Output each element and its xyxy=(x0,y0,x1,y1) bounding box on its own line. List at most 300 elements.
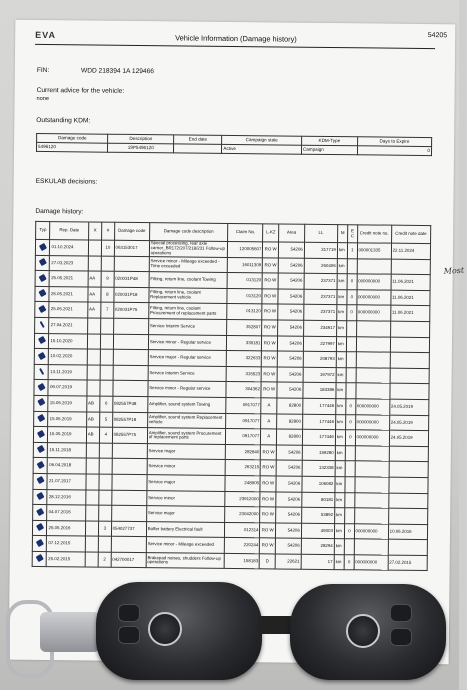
history-cell-ll: 106082 xyxy=(302,476,335,492)
history-cell-ll: 208793 xyxy=(303,351,336,367)
history-cell-cd xyxy=(390,321,430,337)
history-cell-cd: 24.05.2019 xyxy=(389,399,429,415)
history-cell-x xyxy=(88,256,102,272)
history-cell-area: 82800 xyxy=(277,398,303,414)
kdm-table xyxy=(36,133,432,156)
history-cell-ec xyxy=(347,258,356,274)
history-cell-claim: 16011309 xyxy=(228,257,263,273)
history-column-header: X xyxy=(88,222,102,240)
history-cell-lkz: A xyxy=(261,413,277,429)
history-cell-claim: 322633 xyxy=(227,351,262,367)
history-cell-date: 25.05.2016 xyxy=(47,520,85,536)
history-cell-date: 25.05.2021 xyxy=(49,286,87,302)
history-cell-cn: 000000000 xyxy=(356,305,390,321)
history-cell-area: 54206 xyxy=(278,304,304,320)
type-cell xyxy=(33,489,48,505)
key-button-unlock xyxy=(118,626,140,644)
history-cell-cd xyxy=(388,539,428,555)
history-cell-desc: Service major xyxy=(147,443,226,459)
kdm-column-header: KDM-Type xyxy=(301,136,357,146)
history-cell-x xyxy=(87,365,101,381)
history-cell-claim: 0917077 xyxy=(226,397,261,413)
history-cell-cn: 000000000 xyxy=(355,399,389,415)
type-cell xyxy=(33,458,48,474)
type-cell xyxy=(32,520,47,536)
history-cell-m: km xyxy=(335,430,345,446)
history-cell-lkz: RO W xyxy=(261,445,277,461)
history-cell-lkz: D xyxy=(260,554,276,570)
history-column-header: # xyxy=(102,222,115,240)
history-cell-ec xyxy=(345,508,354,524)
history-cell-cn: 000000000 xyxy=(357,274,391,290)
history-cell-n: 4 xyxy=(100,427,113,443)
history-cell-ec: 0 xyxy=(345,523,354,539)
history-cell-desc: Brakepad noises, shudders Follow-up operations xyxy=(146,552,225,568)
history-cell-m: km xyxy=(334,523,344,539)
history-cell-desc: Fitting, return line, coolant Towing xyxy=(149,272,228,288)
history-cell-claim: 158183 xyxy=(224,553,259,569)
history-cell-cn xyxy=(354,477,388,493)
history-cell-ec: 0 xyxy=(347,289,356,305)
kdm-column-header: Campaign state xyxy=(222,135,302,145)
history-cell-n xyxy=(99,458,112,474)
history-cell-m: km xyxy=(337,305,347,321)
history-cell-ll: 197972 xyxy=(303,367,336,383)
history-column-header: M xyxy=(337,225,348,243)
wrench-icon xyxy=(36,523,44,531)
wrench-icon xyxy=(36,492,44,500)
history-cell-cd xyxy=(389,446,429,462)
history-cell-lkz: A xyxy=(261,398,277,414)
history-cell-lkz: RO W xyxy=(260,538,276,554)
history-cell-code: 020031P75 xyxy=(113,303,148,319)
kdm-column-header: Damage code xyxy=(37,133,108,143)
wrench-icon xyxy=(36,476,44,484)
history-cell-desc: Service minor xyxy=(147,459,226,475)
history-cell-code: 063153017 xyxy=(114,240,149,256)
key-button-unlock xyxy=(390,628,412,646)
history-cell-n: 5 xyxy=(100,412,113,428)
history-cell-area: 54206 xyxy=(278,258,304,274)
key-button-lock xyxy=(118,604,140,622)
history-cell-ll: 28294 xyxy=(301,539,334,555)
history-cell-area: 54206 xyxy=(278,289,304,305)
history-cell-cn xyxy=(356,352,390,368)
history-cell-cd xyxy=(390,337,430,353)
history-cell-n xyxy=(98,536,111,552)
history-cell-desc: Service Interim Service xyxy=(148,365,227,381)
history-cell-code: 020031P18 xyxy=(113,287,148,303)
wrench-icon xyxy=(36,539,44,547)
history-cell-x: AA xyxy=(87,302,101,318)
history-column-header: Area xyxy=(279,224,305,242)
history-cell-cn xyxy=(356,368,390,384)
history-cell-claim: 120005607 xyxy=(228,241,263,257)
history-cell-m: km xyxy=(335,461,345,477)
history-cell-n xyxy=(100,380,113,396)
history-cell-date: 13.11.2019 xyxy=(49,364,87,380)
wrench-icon xyxy=(36,461,44,469)
history-cell-cn xyxy=(354,508,388,524)
history-column-header: L-KZ xyxy=(263,224,279,242)
history-cell-lkz: RO W xyxy=(262,289,278,305)
history-cell-date: 15.05.2019 xyxy=(48,427,86,443)
history-cell-cd xyxy=(388,508,428,524)
history-cell-lkz: RO W xyxy=(260,507,276,523)
history-cell-n: 3 xyxy=(99,521,112,537)
history-cell-cd xyxy=(390,352,430,368)
history-cell-area: 82800 xyxy=(277,414,303,430)
history-cell-m: km xyxy=(335,492,345,508)
history-cell-desc: Buffer battery Electrical fault xyxy=(146,521,225,537)
history-cell-m: km xyxy=(336,352,346,368)
type-cell xyxy=(35,302,50,318)
history-cell-code: 082557P75 xyxy=(112,427,147,443)
history-cell-cd: 10.06.2016 xyxy=(388,524,428,540)
history-column-header: Claim No. xyxy=(228,223,263,241)
history-cell-x xyxy=(85,536,99,552)
history-cell-ec: 0 xyxy=(346,399,355,415)
kdm-cell: 0 xyxy=(357,146,431,156)
history-cell-code xyxy=(113,318,148,334)
history-cell-cn xyxy=(355,461,389,477)
history-cell-date: 15.10.2020 xyxy=(49,333,87,349)
handwritten-note: Most xyxy=(443,265,465,276)
history-cell-code xyxy=(111,505,146,521)
history-cell-ll: 80181 xyxy=(302,492,335,508)
eskulab-label: ESKULAB decisions: xyxy=(35,177,98,186)
history-cell-date: 25.05.2021 xyxy=(50,271,88,287)
history-cell-ll: 177446 xyxy=(302,429,335,445)
history-cell-code xyxy=(113,334,148,350)
history-cell-area: 54206 xyxy=(276,460,302,476)
wrench-icon xyxy=(37,430,45,438)
history-cell-lkz: RO W xyxy=(261,460,277,476)
history-cell-m: km xyxy=(337,274,347,290)
history-cell-x: AA xyxy=(88,271,102,287)
history-column-header: Credit note date xyxy=(391,225,431,243)
history-cell-m: km xyxy=(336,336,346,352)
history-cell-x xyxy=(87,334,101,350)
history-cell-area: 54206 xyxy=(276,491,302,507)
history-cell-n: 8 xyxy=(101,287,114,303)
history-cell-claim: 013120 xyxy=(227,304,262,320)
history-cell-m: km xyxy=(334,554,344,570)
history-cell-m: km xyxy=(336,399,346,415)
history-cell-ll: 177446 xyxy=(302,414,335,430)
wrench-icon xyxy=(38,305,46,313)
type-cell xyxy=(33,505,48,521)
history-cell-x: AB xyxy=(86,427,100,443)
history-cell-desc: Service minor - Mileage exceeded xyxy=(146,537,225,553)
history-cell-x xyxy=(86,458,100,474)
history-cell-desc: Service minor - Mileage exceeded - Time exceeded xyxy=(149,256,228,272)
kdm-column-header: Description xyxy=(108,134,174,144)
history-cell-area: 54206 xyxy=(275,523,301,539)
history-cell-code xyxy=(112,459,147,475)
damage-history-table xyxy=(32,221,432,572)
document-page xyxy=(9,20,465,665)
history-cell-ec xyxy=(345,445,354,461)
kdm-cell: Campaign xyxy=(301,145,357,155)
history-cell-claim: 23912000 xyxy=(225,491,260,507)
history-cell-x xyxy=(87,349,101,365)
history-cell-claim: 339181 xyxy=(227,335,262,351)
history-cell-lkz: RO W xyxy=(262,351,278,367)
history-cell-ec xyxy=(345,477,354,493)
history-cell-claim: 0917077 xyxy=(226,413,261,429)
history-cell-cd xyxy=(391,259,431,275)
history-cell-date: 15.05.2019 xyxy=(48,396,86,412)
wrench-icon xyxy=(36,508,44,516)
history-cell-claim: 352807 xyxy=(227,319,262,335)
history-cell-ll: 237371 xyxy=(304,305,337,321)
history-cell-cd xyxy=(389,477,429,493)
history-cell-area: 54206 xyxy=(278,242,304,258)
history-cell-code: 082557P48 xyxy=(112,396,147,412)
history-cell-date: 27.04.2021 xyxy=(49,318,87,334)
history-cell-cd: 11.06.2021 xyxy=(390,290,430,306)
history-cell-m: km xyxy=(337,258,347,274)
history-cell-desc: Service major xyxy=(147,475,226,491)
history-cell-claim: 0917077 xyxy=(226,429,261,445)
history-cell-lkz: RO W xyxy=(262,304,278,320)
history-cell-ll: 237371 xyxy=(304,273,337,289)
history-cell-area: 54206 xyxy=(277,336,303,352)
history-cell-n: 2 xyxy=(98,552,111,568)
history-cell-ll: 177446 xyxy=(303,398,336,414)
kdm-cell: 19P5496120 xyxy=(108,143,174,153)
history-column-header: Typ xyxy=(36,221,51,239)
history-row xyxy=(32,551,427,571)
history-cell-date: 07.12.2015 xyxy=(47,536,85,552)
history-cell-desc: Fitting, return line, coolant Procurement of replacement parts xyxy=(148,303,227,319)
wrench-icon xyxy=(37,398,45,406)
history-cell-n xyxy=(101,256,114,272)
history-cell-area: 54206 xyxy=(278,273,304,289)
kdm-column-header: End date xyxy=(174,135,222,145)
history-cell-area: 54206 xyxy=(278,320,304,336)
wrench-icon xyxy=(37,414,45,422)
history-cell-desc: Service minor xyxy=(146,490,225,506)
history-cell-area: 54206 xyxy=(276,476,302,492)
mercedes-star-icon xyxy=(346,614,380,648)
history-cell-cn xyxy=(354,539,388,555)
history-cell-desc: Special processing, rear axle carrier_BR172/207/218/231 Follow-up operations xyxy=(149,241,228,257)
history-cell-ec: 0 xyxy=(347,305,356,321)
history-cell-lkz: RO W xyxy=(263,257,279,273)
type-cell xyxy=(35,239,50,255)
history-cell-n xyxy=(101,334,114,350)
history-cell-code xyxy=(111,537,146,553)
history-cell-m: km xyxy=(336,383,346,399)
history-cell-cd xyxy=(388,493,428,509)
history-cell-code xyxy=(112,474,147,490)
history-cell-ec xyxy=(344,539,353,555)
history-cell-claim: 23042000 xyxy=(225,507,260,523)
history-cell-date: 21.07.2017 xyxy=(47,473,85,489)
wrench-icon xyxy=(38,289,46,297)
type-cell xyxy=(35,286,50,302)
wrench-icon xyxy=(38,336,46,344)
history-cell-code: 082557P18 xyxy=(112,412,147,428)
type-cell xyxy=(34,333,49,349)
history-cell-date: 01.10.2024 xyxy=(50,240,88,256)
history-cell-m: km xyxy=(335,476,345,492)
history-cell-n: 7 xyxy=(101,303,114,319)
wrench-icon xyxy=(37,445,45,453)
history-cell-area: 22621 xyxy=(275,554,301,570)
history-cell-cn: 000000000 xyxy=(355,430,389,446)
history-cell-cd xyxy=(389,461,429,477)
history-cell-n: 9 xyxy=(101,271,114,287)
history-cell-cn: 000000000 xyxy=(354,523,388,539)
history-cell-ll: 234917 xyxy=(303,320,336,336)
history-cell-desc: Amplifier, sound system Replacement vehicle xyxy=(147,412,226,428)
type-cell xyxy=(33,473,48,489)
history-cell-n xyxy=(100,349,113,365)
kdm-column-header: Days to Expire xyxy=(357,137,431,147)
history-cell-n: 6 xyxy=(100,396,113,412)
history-cell-claim: 263215 xyxy=(225,460,260,476)
history-cell-ll: 132338 xyxy=(302,461,335,477)
history-cell-desc: Amplifier, sound system Towing xyxy=(147,397,226,413)
key-connector xyxy=(258,616,294,634)
history-cell-claim: 013120 xyxy=(227,288,262,304)
history-cell-x xyxy=(87,318,101,334)
history-cell-code xyxy=(113,349,148,365)
history-cell-cd: 24.05.2019 xyxy=(389,415,429,431)
history-cell-cd: 22.11.2024 xyxy=(391,243,431,259)
history-cell-m: km xyxy=(334,539,344,555)
type-cell xyxy=(34,411,49,427)
history-cell-cn xyxy=(357,258,391,274)
history-cell-n xyxy=(100,365,113,381)
history-column-header: E C xyxy=(348,225,357,243)
history-cell-n xyxy=(99,443,112,459)
history-cell-m: km xyxy=(337,289,347,305)
history-cell-cn: 000000000 xyxy=(355,414,389,430)
wrench-icon xyxy=(37,352,45,360)
eva-logo: EVA xyxy=(35,29,57,41)
key-blade xyxy=(40,612,100,652)
document-title: Vehicle Information (Damage history) xyxy=(175,33,297,44)
wrench-icon xyxy=(38,258,46,266)
history-cell-cn: 000000000 xyxy=(354,555,388,571)
history-cell-desc: Service major xyxy=(146,506,225,522)
history-cell-cn xyxy=(356,321,390,337)
history-cell-ec xyxy=(346,367,355,383)
history-cell-area: 54206 xyxy=(277,367,303,383)
history-cell-x: AA xyxy=(88,287,102,303)
history-cell-n xyxy=(99,474,112,490)
history-cell-ec: 0 xyxy=(346,414,355,430)
history-cell-cn xyxy=(354,492,388,508)
history-cell-ll: 49303 xyxy=(301,523,334,539)
history-cell-code xyxy=(111,490,146,506)
history-cell-x xyxy=(88,240,102,256)
history-cell-x xyxy=(85,505,99,521)
history-cell-m: km xyxy=(337,243,347,259)
history-cell-area: 54206 xyxy=(277,382,303,398)
history-cell-cd xyxy=(390,383,430,399)
history-cell-desc: Service Interim Service xyxy=(148,319,227,335)
history-cell-n xyxy=(99,505,112,521)
pen-icon xyxy=(39,368,44,375)
type-cell xyxy=(33,427,48,443)
history-cell-ec: 0 xyxy=(346,430,355,446)
history-cell-lkz: RO W xyxy=(262,320,278,336)
history-cell-ec xyxy=(345,461,354,477)
history-cell-date: 06.04.2018 xyxy=(48,458,86,474)
history-cell-cn: 000001335 xyxy=(357,243,391,259)
history-cell-cn: 000000000 xyxy=(356,290,390,306)
history-cell-ll: 227997 xyxy=(303,336,336,352)
car-keys xyxy=(0,572,459,690)
history-cell-cn xyxy=(355,383,389,399)
history-cell-cd: 24.05.2019 xyxy=(389,430,429,446)
history-cell-ec xyxy=(347,321,356,337)
key-fob-left xyxy=(96,582,262,680)
history-cell-date: 10.02.2020 xyxy=(49,349,87,365)
history-cell-claim: 248905 xyxy=(225,475,260,491)
type-cell xyxy=(35,255,50,271)
history-cell-n xyxy=(101,318,114,334)
history-cell-lkz: RO W xyxy=(260,491,276,507)
key-fob-right xyxy=(290,584,446,680)
history-cell-area: 54206 xyxy=(277,351,303,367)
history-cell-lkz: RO W xyxy=(262,367,278,383)
history-cell-claim: 304362 xyxy=(226,382,261,398)
history-cell-date: 15.11.2018 xyxy=(48,442,86,458)
type-cell xyxy=(34,364,49,380)
history-cell-x xyxy=(86,443,100,459)
history-cell-cd xyxy=(390,368,430,384)
type-cell xyxy=(34,380,49,396)
damage-history-label: Damage history: xyxy=(35,207,84,216)
history-cell-lkz: RO W xyxy=(263,273,279,289)
history-cell-cd: 11.06.2021 xyxy=(390,306,430,322)
pen-icon xyxy=(39,321,44,328)
history-cell-claim: 220244 xyxy=(225,538,260,554)
document-header xyxy=(35,28,448,49)
history-cell-date: 28.12.2016 xyxy=(47,489,85,505)
history-cell-cd: 27.02.2015 xyxy=(388,555,428,571)
fin-label: FIN: xyxy=(36,66,50,75)
history-cell-n: 10 xyxy=(102,240,115,256)
history-cell-ec: 0 xyxy=(347,274,356,290)
history-column-header: Damage code xyxy=(114,222,149,240)
history-cell-ec: 1 xyxy=(348,243,357,259)
history-cell-desc: Fitting, return line, coolant Replacement vehicle xyxy=(149,287,228,303)
history-column-header: LL xyxy=(304,224,337,242)
history-cell-x: AB xyxy=(86,396,100,412)
history-cell-x xyxy=(85,552,99,568)
history-cell-lkz: RO W xyxy=(260,522,276,538)
history-cell-n xyxy=(99,490,112,506)
history-cell-m: km xyxy=(335,445,345,461)
history-cell-ll: 53892 xyxy=(301,507,334,523)
history-cell-code xyxy=(112,381,147,397)
history-cell-ec xyxy=(346,383,355,399)
history-cell-code xyxy=(113,365,148,381)
history-cell-date: 25.05.2021 xyxy=(49,302,87,318)
history-cell-date: 04.07.2016 xyxy=(47,505,85,521)
history-cell-desc: Service minor - Regular service xyxy=(148,381,227,397)
history-cell-date: 15.05.2019 xyxy=(48,411,86,427)
history-cell-date: 09.07.2019 xyxy=(48,380,86,396)
type-cell xyxy=(33,442,48,458)
